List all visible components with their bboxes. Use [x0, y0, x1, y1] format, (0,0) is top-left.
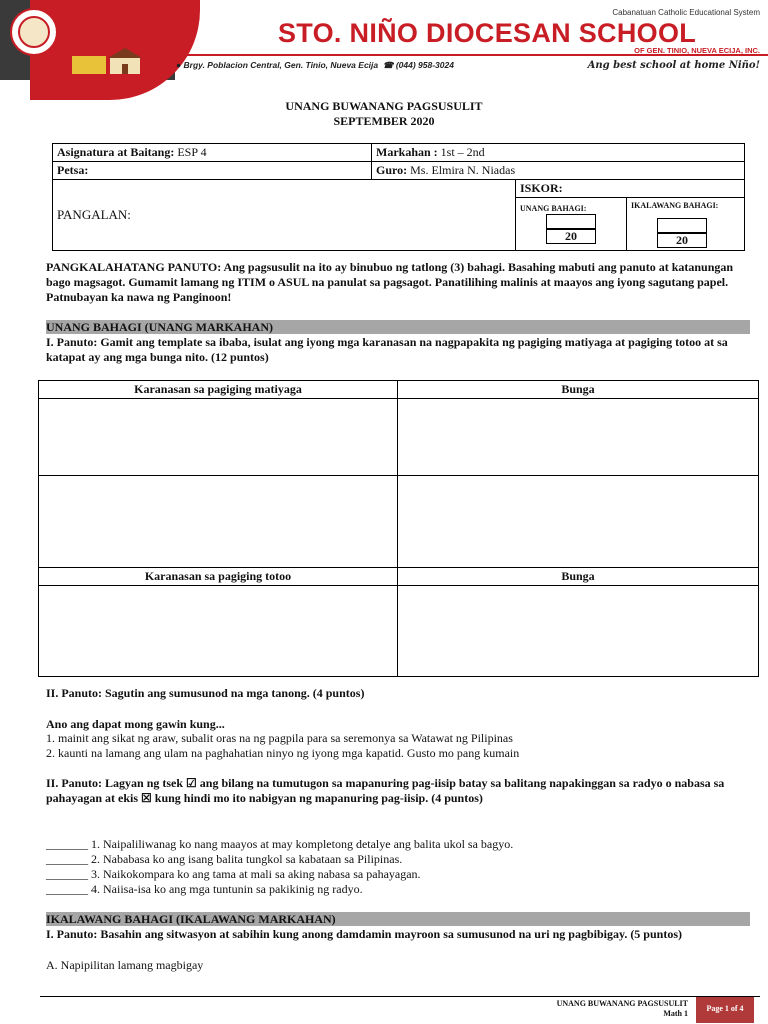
score-cell: ISKOR: — [516, 180, 745, 198]
header-result-2: Bunga — [398, 568, 759, 586]
header-perseverance: Karanasan sa pagiging matiyaga — [39, 381, 398, 399]
name-cell: PANGALAN: — [53, 180, 516, 251]
address-text: Brgy. Poblacion Central, Gen. Tinio, Nueva Ecija — [183, 60, 379, 70]
part2-instruction-1: I. Panuto: Basahin ang sitwasyon at sabihin kung anong damdamin mayroon sa sumusunod na uri ng pagbibigay. (5 puntos) — [46, 927, 682, 941]
question-lead: Ano ang dapat mong gawin kung... — [46, 717, 225, 731]
exam-title: UNANG BUWANANG PAGSUSULIT — [285, 99, 483, 113]
answer-cell[interactable] — [39, 586, 398, 677]
answer-cell[interactable] — [398, 586, 759, 677]
part1-instruction-3: II. Panuto: Lagyan ng tsek ☑ ang bilang na tumutugon sa mapanuring pag-iisip batay sa balitang napakinggan sa radyo o nabasa sa pahayagan at ekis ☒ kung hindi mo ito nabigyan ng mapanuring pag-iisip. (4 puntos) — [46, 776, 725, 805]
part1-instruction-1: I. Panuto: Gamit ang template sa ibaba, isulat ang iyong mga karanasan na nagpapakita ng pagiging matiyaga at pagiging totoo at sa katapat ay ang mga bunga nito. (12 puntos) — [46, 335, 728, 364]
question-1: 1. mainit ang sikat ng araw, subalit oras na ng pagpila para sa seremonya sa Watawat ng Pilipinas — [46, 731, 513, 745]
footer-divider — [40, 996, 760, 997]
answer-cell[interactable] — [398, 399, 759, 476]
education-system: Cabanatuan Catholic Educational System — [612, 8, 760, 17]
student-info-table — [52, 143, 745, 251]
checklist-item-2: _______ 2. Nababasa ko ang isang balita tungkol sa kabataan sa Pilipinas. — [46, 852, 403, 866]
school-subtitle: OF GEN. TINIO, NUEVA ECIJA, INC. — [634, 46, 760, 55]
phone-icon: ☎ — [382, 60, 394, 70]
question-2: 2. kaunti na lamang ang ulam na paghahatian ninyo ng iyong mga kapatid. Gusto mo pang kumain — [46, 746, 520, 760]
part2-item-a: A. Napipilitan lamang magbigay — [46, 958, 204, 972]
answer-cell[interactable] — [39, 399, 398, 476]
part2-score: IKALAWANG BAHAGI: 20 — [631, 201, 719, 247]
part1-instruction-2: II. Panuto: Sagutin ang sumusunod na mga tanong. (4 puntos) — [46, 686, 365, 700]
subject-cell: Asignatura at Baitang: ESP 4 — [53, 144, 372, 162]
footer-title: UNANG BUWANANG PAGSUSULIT Math 1 — [556, 999, 688, 1018]
score-boxes — [516, 198, 745, 251]
checklist-item-3: _______ 3. Naikokompara ko ang tama at mali sa aking nabasa sa pahayagan. — [46, 867, 421, 881]
location-pin-icon: ● — [176, 60, 182, 70]
part1-score: UNANG BAHAGI: 20 — [516, 198, 627, 250]
phone-text: (044) 958-3024 — [395, 60, 454, 70]
general-instructions: PANGKALAHATANG PANUTO: Ang pagsusulit na ito ay binubuo ng tatlong (3) bahagi. Basahing mabuti ang panuto at katanungan bago magsagot. Gumamit lamang ng ITIM o ASUL na panulat sa pagsagot. Panatilihing malinis at maayos ang iyong sagutang papel. Patnubayan ka nawa ng Panginoon! — [46, 260, 734, 304]
school-name: STO. NIÑO DIOCESAN SCHOOL — [278, 18, 697, 48]
date-cell: Petsa: — [53, 162, 372, 180]
part1-heading: UNANG BAHAGI (UNANG MARKAHAN) — [46, 320, 750, 334]
header-honesty: Karanasan sa pagiging totoo — [39, 568, 398, 586]
quarter-cell: Markahan : 1st – 2nd — [372, 144, 745, 162]
checklist-item-1: _______ 1. Naipaliliwanag ko nang maayos at may kompletong detalye ang balita ukol sa bagyo. — [46, 837, 514, 851]
school-building-icon — [72, 48, 142, 74]
school-tagline: Ang best school at home Niño! — [587, 60, 760, 71]
checklist-item-4: _______ 4. Naiisa-isa ko ang mga tuntunin sa pakikinig ng radyo. — [46, 882, 363, 896]
school-header — [0, 0, 768, 80]
experience-table — [38, 380, 759, 677]
exam-date: SEPTEMBER 2020 — [333, 114, 435, 128]
page-number: Page 1 of 4 — [696, 997, 754, 1023]
school-seal-icon — [10, 8, 58, 56]
answer-cell[interactable] — [39, 476, 398, 568]
teacher-cell: Guro: Ms. Elmira N. Niadas — [372, 162, 745, 180]
answer-cell[interactable] — [398, 476, 759, 568]
header-result-1: Bunga — [398, 381, 759, 399]
school-address — [176, 60, 454, 71]
part2-heading: IKALAWANG BAHAGI (IKALAWANG MARKAHAN) — [46, 912, 750, 926]
